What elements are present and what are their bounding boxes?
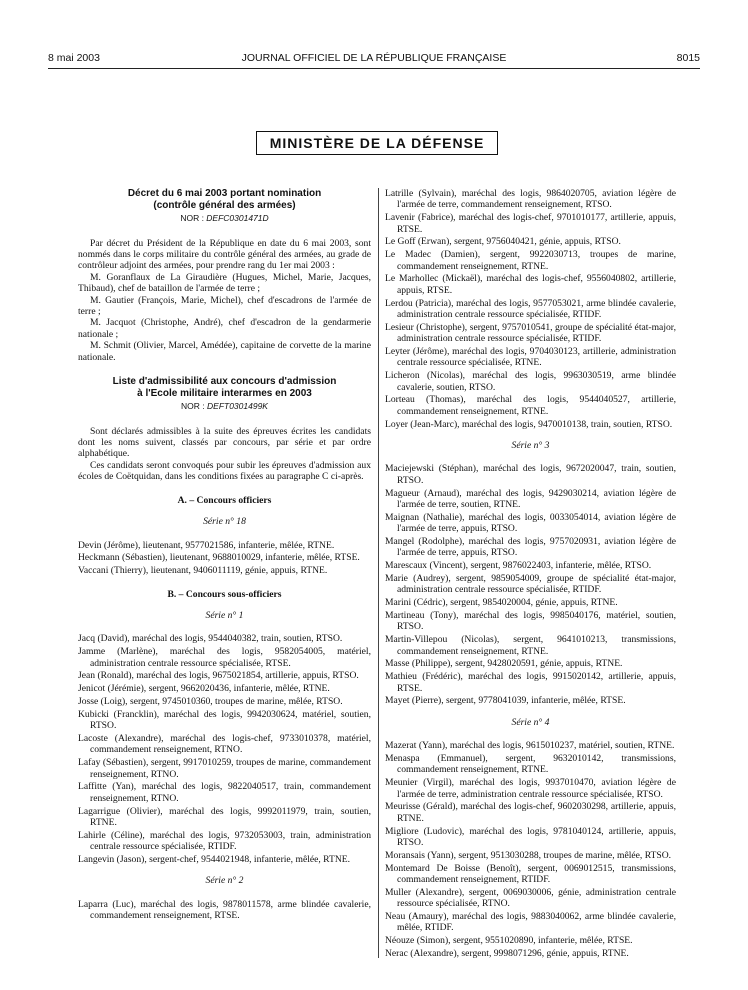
decret-names-list: [78, 272, 371, 363]
list-item: Le Madec (Damien), sergent, 9922030713, troupes de marine, commandement renseignement, RTNE.: [385, 249, 676, 272]
list-item: Nerac (Alexandre), sergent, 9998071296, génie, appuis, RTNE.: [385, 948, 629, 960]
list-item: Marini (Cédric), sergent, 9854020004, génie, appuis, RTNE.: [385, 597, 618, 609]
nor-code: DEFC0301471D: [206, 213, 269, 224]
decret-title-line2: (contrôle général des armées): [153, 199, 296, 211]
liste-title-line2: à l'Ecole militaire interarmes en 2003: [137, 387, 312, 399]
serie-4-heading: Série n° 4: [511, 716, 550, 728]
list-item: Langevin (Jason), sergent-chef, 9544021948, infanterie, mêlée, RTNE.: [78, 853, 351, 865]
list-item: Laffitte (Yan), maréchal des logis, 9822040517, train, commandement renseignement, RTNO.: [78, 781, 371, 804]
serie-2-heading: Série n° 2: [205, 875, 244, 887]
list-item: Masse (Philippe), sergent, 9428020591, génie, appuis, RTNE.: [385, 658, 623, 670]
list-item: Leyter (Jérôme), maréchal des logis, 9704030123, artillerie, administration centrale ressource spécialisée, RTNE.: [385, 346, 676, 369]
list-item: Lavenir (Fabrice), maréchal des logis-chef, 9701010177, artillerie, appuis, RTSE.: [385, 212, 676, 235]
officiers-list: [78, 540, 371, 577]
list-item: Le Marhollec (Mickaël), maréchal des logis-chef, 9556040802, artillerie, appuis, RTSE.: [385, 273, 676, 296]
list-item: Lagarrigue (Olivier), maréchal des logis, 9992011979, train, soutien, RTNE.: [78, 805, 371, 828]
list-item: M. Jacquot (Christophe, André), chef d'escadron de la gendarmerie nationale ;: [78, 317, 371, 340]
list-item: Mathieu (Frédéric), maréchal des logis, 9915020142, artillerie, appuis, RTSE.: [385, 671, 676, 694]
list-item: Mazerat (Yann), maréchal des logis, 9615010237, matériel, soutien, RTNE.: [385, 740, 675, 752]
list-item: Lerdou (Patricia), maréchal des logis, 9577053021, arme blindée cavalerie, administration centrale ressource spécialisée, RTIDF.: [385, 297, 676, 321]
serie-18-heading: Série n° 18: [203, 516, 246, 528]
list-item: Mangel (Rodolphe), maréchal des logis, 9757020931, aviation légère de l'armée de terre, appuis, RTSO.: [385, 536, 676, 559]
ministry-title: MINISTÈRE DE LA DÉFENSE: [256, 131, 498, 155]
column-separator: [378, 188, 379, 958]
list-item: Kubicki (Francklin), maréchal des logis, 9942030624, matériel, soutien, RTSO.: [78, 708, 371, 732]
header-page-number: 8015: [676, 52, 700, 64]
header-date: 8 mai 2003: [48, 52, 100, 64]
list-item: Jacq (David), maréchal des logis, 9544040382, train, soutien, RTSO.: [78, 633, 343, 645]
liste-title: [78, 376, 371, 399]
serie-2-list-start: [78, 899, 371, 922]
list-item: Marie (Audrey), sergent, 9859054009, groupe de spécialité état-major, administration centrale ressource spécialisée, RTIDF.: [385, 573, 676, 596]
nor-label: NOR :: [180, 213, 207, 224]
decret-intro: Par décret du Président de la République en date du 6 mai 2003, sont nommés dans le corps militaire du contrôle général des armées, au grade de contrôleur adjoint des armées, pour prendre rang du 1er mai 2003 :: [78, 237, 371, 272]
liste-nor: [78, 401, 371, 412]
list-item: Le Goff (Erwan), sergent, 9756040421, génie, appuis, RTSO.: [385, 236, 621, 248]
list-item: Lesieur (Christophe), sergent, 9757010541, groupe de spécialité état-major, administration centrale ressource spécialisée, RTIDF.: [385, 321, 676, 345]
list-item: Maciejewski (Stéphan), maréchal des logis, 9672020047, train, soutien, RTSO.: [385, 463, 676, 486]
right-column: [385, 188, 676, 961]
serie-1-heading: Série n° 1: [205, 609, 244, 621]
list-item: Heckmann (Sébastien), lieutenant, 9688010029, infanterie, mêlée, RTSE.: [78, 552, 360, 564]
list-item: Neau (Amaury), maréchal des logis, 9883040062, arme blindée cavalerie, mêlée, RTIDF.: [385, 911, 676, 934]
list-item: Lahirle (Céline), maréchal des logis, 9732053003, train, administration centrale ressource spécialisée, RTIDF.: [78, 829, 371, 853]
liste-title-line1: Liste d'admissibilité aux concours d'admission: [112, 376, 337, 388]
list-item: Menaspa (Emmanuel), sergent, 9632010142, transmissions, commandement renseignement, RTNE.: [385, 753, 676, 776]
section-a-heading: A. – Concours officiers: [177, 494, 272, 506]
list-item: Meunier (Virgil), maréchal des logis, 9937010470, aviation légère de l'armée de terre, administration centrale ressource spécialisée, RTSO.: [385, 777, 676, 800]
header-journal-title: JOURNAL OFFICIEL DE LA RÉPUBLIQUE FRANÇAISE: [241, 52, 507, 64]
list-item: Jamme (Marlène), maréchal des logis, 9582054005, matériel, administration centrale ressource spécialisée, RTSE.: [78, 646, 371, 669]
list-item: Néouze (Simon), sergent, 9551020890, infanterie, mêlée, RTSE.: [385, 935, 633, 947]
header-rule: [48, 68, 700, 69]
list-item: M. Gautier (François, Marie, Michel), chef d'escadrons de l'armée de terre ;: [78, 294, 371, 318]
list-item: Meurisse (Gérald), maréchal des logis-chef, 9602030298, artillerie, appuis, RTNE.: [385, 801, 676, 824]
list-item: Jean (Ronald), maréchal des logis, 9675021854, artillerie, appuis, RTSO.: [78, 670, 359, 682]
decret-title-line1: Décret du 6 mai 2003 portant nomination: [127, 188, 322, 199]
left-column: [78, 188, 371, 923]
list-item: Latrille (Sylvain), maréchal des logis, 9864020705, aviation légère de l'armée de terre, commandement renseignement, RTSO.: [385, 188, 676, 211]
list-item: Montemard De Boisse (Benoît), sergent, 0069012515, transmissions, commandement renseignement, RTIDF.: [385, 862, 676, 886]
list-item: Mayet (Pierre), sergent, 9778041039, infanterie, mêlée, RTSE.: [385, 695, 626, 707]
serie-2-list-continued: [385, 188, 676, 430]
list-item: Moransais (Yann), sergent, 9513030288, troupes de marine, mêlée, RTSO.: [385, 849, 672, 861]
list-item: M. Schmit (Olivier, Marcel, Amédée), capitaine de corvette de la marine nationale.: [78, 340, 371, 363]
list-item: Martin-Villepou (Nicolas), sergent, 9641010213, transmissions, commandement renseignement, RTNE.: [385, 634, 676, 657]
list-item: Vaccani (Thierry), lieutenant, 9406011119, génie, appuis, RTNE.: [78, 565, 328, 577]
list-item: Muller (Alexandre), sergent, 0069030006, génie, administration centrale ressource spécialisée, RTNO.: [385, 886, 676, 910]
page-header: [48, 52, 700, 66]
list-item: Jenicot (Jérémie), sergent, 9662020436, infanterie, mêlée, RTNE.: [78, 683, 330, 695]
nor-label: NOR :: [181, 401, 208, 412]
list-item: Migliore (Ludovic), maréchal des logis, 9781040124, artillerie, appuis, RTSO.: [385, 825, 676, 849]
nor-code: DEFT0301499K: [207, 401, 268, 412]
list-item: Licheron (Nicolas), maréchal des logis, 9963030519, arme blindée cavalerie, soutien, RTSO.: [385, 370, 676, 393]
list-item: Lacoste (Alexandre), maréchal des logis-chef, 9733010378, matériel, commandement renseignement, RTNO.: [78, 732, 371, 756]
list-item: Maignan (Nathalie), maréchal des logis, 0033054014, aviation légère de l'armée de terre, appuis, RTSO.: [385, 511, 676, 535]
decret-title: [78, 188, 371, 211]
list-item: Josse (Loig), sergent, 9745010360, troupes de marine, mêlée, RTSO.: [78, 695, 343, 707]
list-item: Magueur (Arnaud), maréchal des logis, 9429030214, aviation légère de l'armée de terre, soutien, RTNE.: [385, 487, 676, 511]
serie-3-list: [385, 463, 676, 706]
list-item: Laparra (Luc), maréchal des logis, 9878011578, arme blindée cavalerie, commandement renseignement, RTSE.: [78, 898, 371, 922]
liste-paragraph-2: Ces candidats seront convoqués pour subir les épreuves d'admission aux écoles de Coëtquidan, dans les conditions fixées au paragraphe C ci-après.: [78, 459, 371, 483]
decret-nor: [78, 213, 371, 224]
list-item: Lafay (Sébastien), sergent, 9917010259, troupes de marine, commandement renseignement, RTNO.: [78, 757, 371, 780]
list-item: Lorteau (Thomas), maréchal des logis, 9544040527, artillerie, commandement renseignement, RTNE.: [385, 394, 676, 417]
list-item: Marescaux (Vincent), sergent, 9876022403, infanterie, mêlée, RTSO.: [385, 560, 652, 572]
list-item: M. Goranflaux de La Giraudière (Hugues, Michel, Marie, Jacques, Thibaud), chef de bataillon de l'armée de terre ;: [78, 271, 371, 295]
section-b-heading: B. – Concours sous-officiers: [167, 588, 282, 600]
liste-paragraph-1: Sont déclarés admissibles à la suite des épreuves écrites les candidats dont les noms suivent, classés par concours, par série et par ordre alphabétique.: [78, 425, 371, 460]
serie-4-list: [385, 740, 676, 959]
list-item: Loyer (Jean-Marc), maréchal des logis, 9470010138, train, soutien, RTSO.: [385, 418, 673, 430]
list-item: Devin (Jérôme), lieutenant, 9577021586, infanterie, mêlée, RTNE.: [78, 539, 335, 551]
list-item: Martineau (Tony), maréchal des logis, 9985040176, matériel, soutien, RTSO.: [385, 610, 676, 633]
serie-1-list: [78, 633, 371, 865]
serie-3-heading: Série n° 3: [511, 440, 550, 452]
